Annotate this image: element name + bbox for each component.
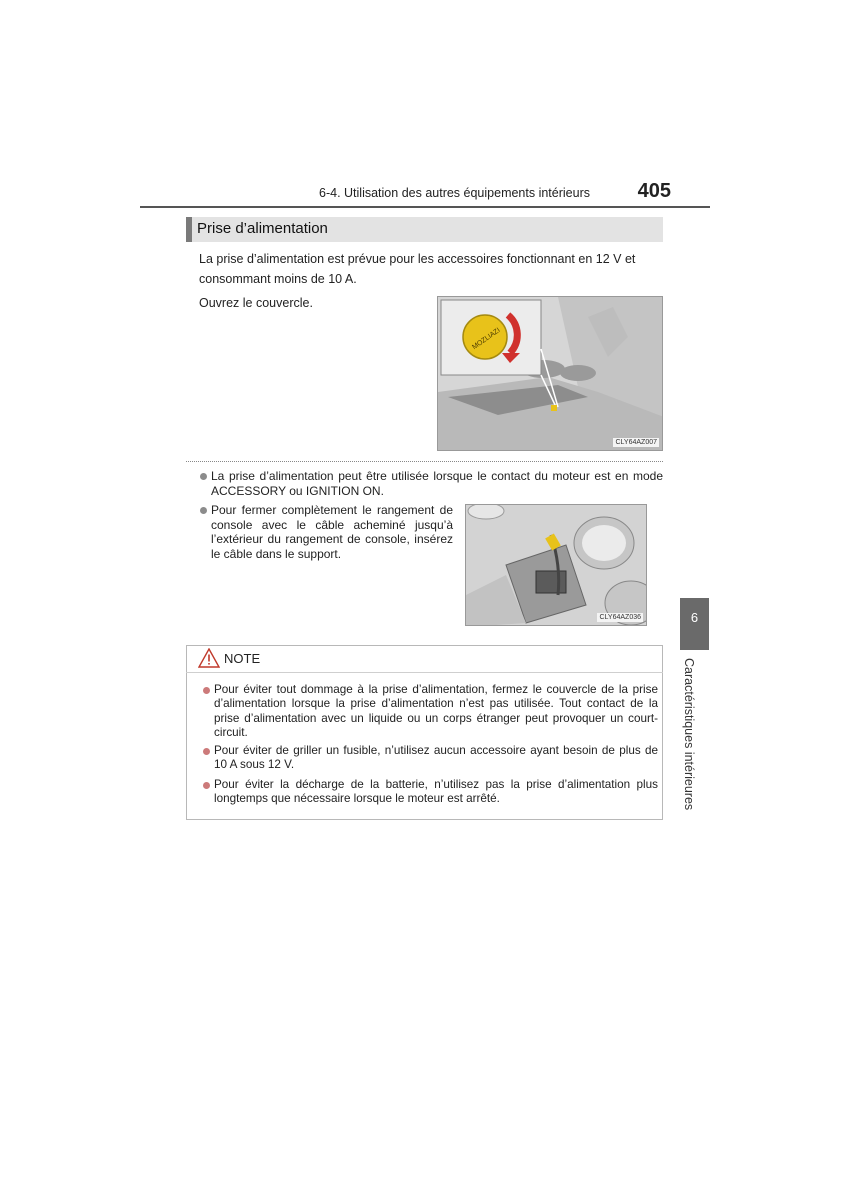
header-rule xyxy=(140,206,710,208)
console-drawing xyxy=(438,297,663,451)
image-code-1: CLY64AZ007 xyxy=(615,439,657,446)
note-title: NOTE xyxy=(224,651,261,666)
page-number: 405 xyxy=(637,180,671,202)
note-text: Pour éviter la décharge de la batterie, n’utilisez pas la prise d’alimentation plus longtemps que nécessaire lorsque le moteur est arrêté. xyxy=(214,778,658,806)
dotted-separator xyxy=(186,461,663,462)
note-text: Pour éviter de griller un fusible, n’utilisez aucun accessoire ayant besoin de plus de 10 A sous 12 V. xyxy=(214,744,658,772)
power-outlet-illustration xyxy=(437,296,663,451)
note-header-rule xyxy=(186,672,663,673)
bullet-dot-icon xyxy=(200,507,207,514)
console-storage-illustration xyxy=(465,504,647,626)
chapter-title: Caractéristiques intérieures xyxy=(682,658,696,811)
section-title: Prise d’alimentation xyxy=(197,220,328,237)
note-bullet-icon xyxy=(203,687,210,694)
cap-label: MOZLIAZI xyxy=(471,326,502,352)
image-code-2: CLY64AZ036 xyxy=(599,614,641,621)
warning-triangle-icon xyxy=(198,648,220,668)
note-text: Pour éviter tout dommage à la prise d’alimentation, fermez le couvercle de la prise d’alimentation lorsque la prise d’alimentation n’est pas utilisée. Tout contact de la prise d’alimentation avec un liquide ou un corps étranger peut provoquer un court-circuit. xyxy=(214,683,658,739)
intro-paragraph: La prise d’alimentation est prévue pour les accessoires fonctionnant en 12 V et consommant moins de 10 A. xyxy=(199,252,636,286)
note-bullet-icon xyxy=(203,782,210,789)
bullet-text: La prise d’alimentation peut être utilisée lorsque le contact du moteur est en mode ACCESSORY ou IGNITION ON. xyxy=(211,469,663,498)
chapter-tab[interactable]: 6 xyxy=(680,598,709,650)
running-header: 6-4. Utilisation des autres équipements intérieurs xyxy=(319,186,590,200)
step-instruction: Ouvrez le couvercle. xyxy=(199,296,313,310)
note-bullet-icon xyxy=(203,748,210,755)
console-storage-drawing xyxy=(466,505,647,626)
bullet-text: Pour fermer complètement le rangement de console avec le câble acheminé jusqu’à l’extérieur du rangement de console, insérez le câble dans le support. xyxy=(211,503,453,561)
chapter-side-label xyxy=(682,658,700,818)
bullet-dot-icon xyxy=(200,473,207,480)
